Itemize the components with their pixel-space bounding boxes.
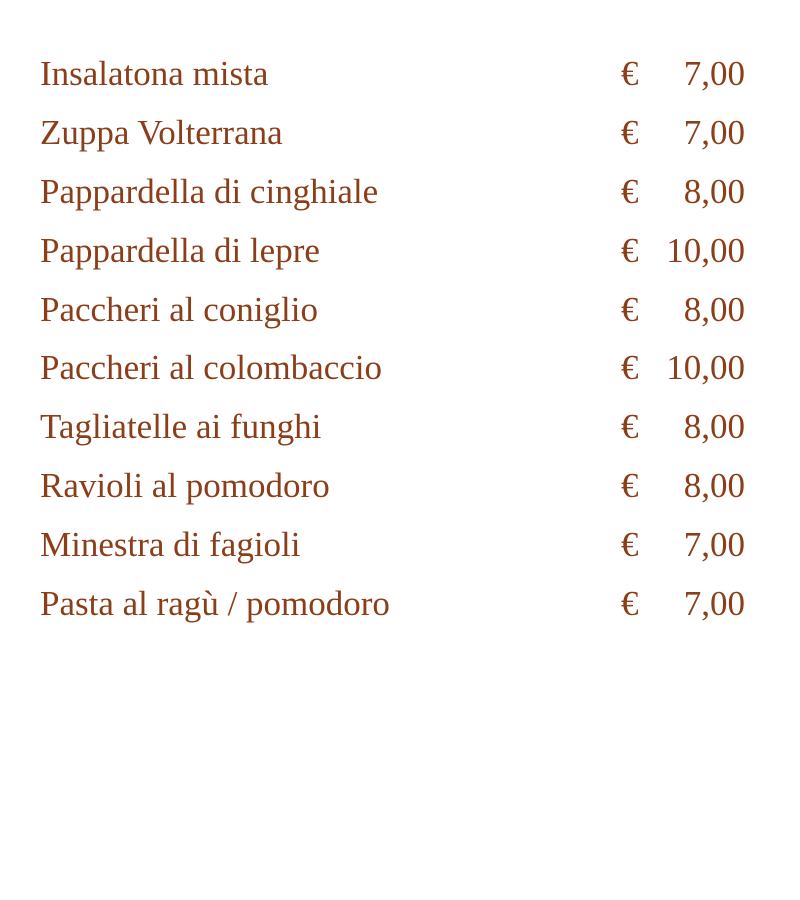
dish-price [621, 457, 745, 516]
menu-item [40, 222, 745, 281]
menu-item [40, 575, 745, 634]
currency-symbol: € [621, 407, 639, 447]
menu-item [40, 104, 745, 163]
menu-item [40, 339, 745, 398]
dish-price [621, 45, 745, 104]
dish-price [621, 163, 745, 222]
currency-symbol: € [621, 54, 639, 93]
menu-item [40, 398, 745, 457]
dish-name: Minestra di fagioli [40, 525, 301, 565]
dish-name: Paccheri al coniglio [40, 289, 318, 329]
menu-item [40, 45, 745, 104]
price-amount: 8,00 [683, 466, 745, 506]
dish-price [621, 339, 745, 398]
dish-price [621, 222, 745, 281]
price-amount: 7,00 [683, 525, 745, 565]
menu-list [40, 45, 745, 634]
currency-symbol: € [621, 525, 639, 565]
price-amount: 7,00 [683, 54, 745, 93]
dish-price [621, 575, 745, 634]
dish-price [621, 104, 745, 163]
menu-item [40, 457, 745, 516]
dish-name: Zuppa Volterrana [40, 112, 283, 152]
dish-price [621, 281, 745, 340]
dish-price [621, 398, 745, 457]
price-amount: 10,00 [666, 348, 745, 388]
dish-name: Paccheri al colombaccio [40, 348, 383, 388]
dish-name: Pappardella di cinghiale [40, 171, 379, 211]
menu-item [40, 281, 745, 340]
currency-symbol: € [621, 584, 639, 624]
currency-symbol: € [621, 112, 639, 152]
currency-symbol: € [621, 230, 639, 270]
currency-symbol: € [621, 348, 639, 388]
price-amount: 7,00 [683, 112, 745, 152]
dish-name: Tagliatelle ai funghi [40, 407, 322, 447]
dish-name: Pappardella di lepre [40, 230, 320, 270]
dish-name: Insalatona mista [40, 54, 269, 93]
dish-price [621, 516, 745, 575]
currency-symbol: € [621, 289, 639, 329]
currency-symbol: € [621, 466, 639, 506]
currency-symbol: € [621, 171, 639, 211]
price-amount: 8,00 [683, 171, 745, 211]
price-amount: 7,00 [683, 584, 745, 624]
menu-item [40, 163, 745, 222]
price-amount: 8,00 [683, 407, 745, 447]
dish-name: Pasta al ragù / pomodoro [40, 584, 390, 624]
price-amount: 8,00 [683, 289, 745, 329]
price-amount: 10,00 [666, 230, 745, 270]
dish-name: Ravioli al pomodoro [40, 466, 330, 506]
menu-item [40, 516, 745, 575]
